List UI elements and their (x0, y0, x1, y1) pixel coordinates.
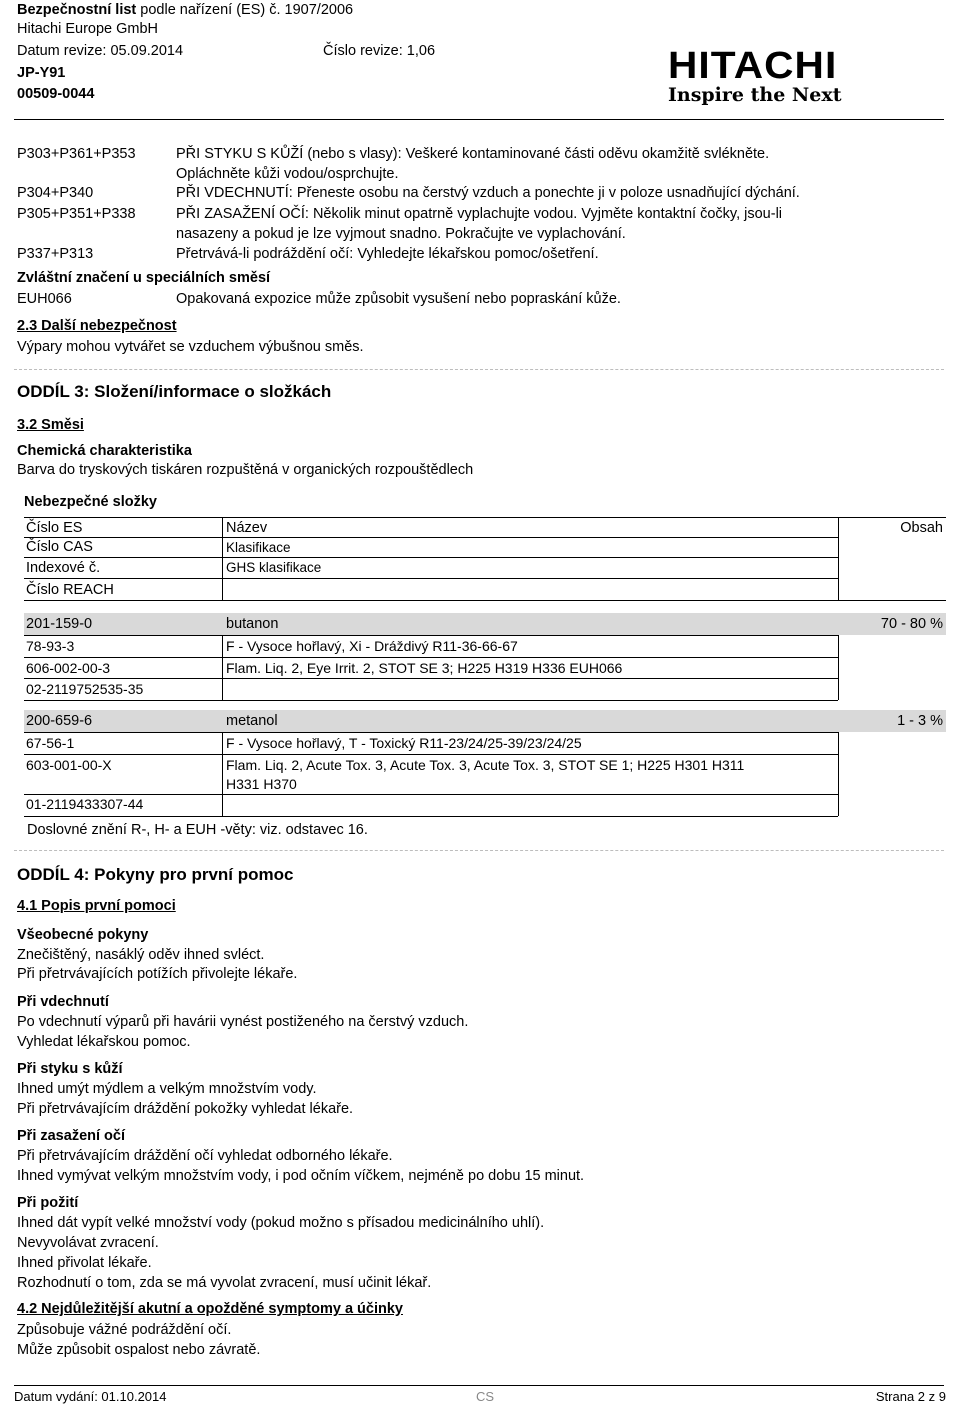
symptom-line: Může způsobit ospalost nebo závratě. (17, 1342, 261, 1358)
company-name: Hitachi Europe GmbH (17, 21, 159, 37)
p-code: P304+P340 (17, 185, 94, 201)
p-text: PŘI STYKU S KŮŽÍ (nebo s vlasy): Veškeré kontaminované části oděvu okamžitě svlékněte. (176, 146, 770, 162)
section4-sub2: 4.2 Nejdůležitější akutní a opožděné symptomy a účinky (17, 1301, 403, 1317)
component-class: F - Vysoce hořlavý, T - Toxický R11-23/24/25-39/23/24/25 (226, 735, 582, 751)
euh-code: EUH066 (17, 291, 72, 307)
special-label-heading: Zvláštní značení u speciálních směsí (17, 270, 271, 286)
grid-line (222, 732, 223, 816)
section3-sub: 3.2 Směsi (17, 417, 84, 433)
group-line: Ihned vymývat velkým množstvím vody, i pod očním víčkem, nejméně po dobu 15 minut. (17, 1168, 585, 1184)
component-content: 70 - 80 % (880, 616, 943, 632)
other-hazards-heading: 2.3 Další nebezpečnost (17, 318, 177, 334)
symptom-line: Způsobuje vážné podráždění očí. (17, 1322, 232, 1338)
component-index: 603-001-00-X (26, 757, 112, 773)
component-es: 200-659-6 (26, 713, 93, 729)
component-cas: 67-56-1 (26, 735, 75, 751)
header-divider (14, 119, 944, 120)
group-line: Při přetrvávajících potížích přivolejte lékaře. (17, 966, 298, 982)
p-text: Opláchněte kůži vodou/osprchujte. (176, 166, 399, 182)
group-title: Všeobecné pokyny (17, 927, 149, 943)
p-text: nasazeny a pokud je lze vyjmout snadno. Pokračujte ve vyplachování. (176, 226, 626, 242)
component-ghs-cont: H331 H370 (226, 776, 297, 792)
chem-heading: Chemická charakteristika (17, 443, 192, 459)
issue-date: Datum vydání: 01.10.2014 (14, 1389, 167, 1404)
hitachi-logo: HITACHI Inspire the Next (668, 45, 842, 106)
th-name: Název (226, 520, 268, 536)
group-title: Při vdechnutí (17, 994, 109, 1010)
group-line: Po vdechnutí výparů při havárii vynést postiženého na čerstvý vzduch. (17, 1014, 469, 1030)
th-class: Klasifikace (226, 540, 291, 555)
grid-line (222, 635, 223, 700)
th-cas: Číslo CAS (26, 539, 93, 555)
group-line: Při přetrvávajícím dráždění očí vyhledat odborného lékaře. (17, 1148, 393, 1164)
p-code: P337+P313 (17, 246, 94, 262)
th-ghs: GHS klasifikace (226, 560, 322, 575)
component-content: 1 - 3 % (897, 713, 943, 729)
revision-number: Číslo revize: 1,06 (323, 43, 436, 59)
section4-heading: ODDÍL 4: Pokyny pro první pomoc (17, 865, 294, 884)
p-code: P305+P351+P338 (17, 206, 136, 222)
group-line: Ihned umýt mýdlem a velkým množstvím vody. (17, 1081, 317, 1097)
grid-line (24, 600, 946, 601)
group-title: Při zasažení očí (17, 1128, 125, 1144)
table-top-rule (24, 517, 946, 518)
revision-date: Datum revize: 05.09.2014 (17, 43, 184, 59)
product-name: JP-Y91 (17, 65, 66, 81)
section3-heading: ODDÍL 3: Složení/informace o složkách (17, 382, 332, 401)
grid-line (24, 794, 838, 795)
phrases-note: Doslovné znění R-, H- a EUH -věty: viz. odstavec 16. (27, 822, 368, 838)
grid-line (838, 732, 839, 816)
p-text: PŘI VDECHNUTÍ: Přeneste osobu na čerstvý vzduch a ponechte ji v poloze usnadňující dýchání. (176, 185, 800, 201)
th-content: Obsah (900, 520, 943, 536)
other-hazards-text: Výpary mohou vytvářet se vzduchem výbušnou směs. (17, 339, 364, 355)
product-code: 00509-0044 (17, 86, 95, 102)
p-code: P303+P361+P353 (17, 146, 136, 162)
group-title: Při styku s kůží (17, 1061, 123, 1077)
group-line: Ihned přivolat lékaře. (17, 1255, 152, 1271)
language-code: CS (476, 1389, 495, 1404)
component-ghs: Flam. Liq. 2, Eye Irrit. 2, STOT SE 3; H225 H319 H336 EUH066 (226, 660, 623, 676)
p-text: Přetrvává-li podráždění očí: Vyhledejte lékařskou pomoc/ošetření. (176, 246, 599, 262)
component-name: butanon (226, 616, 279, 632)
th-reach: Číslo REACH (26, 582, 114, 598)
component-class: F - Vysoce hořlavý, Xi - Dráždivý R11-36-66-67 (226, 638, 518, 654)
section-divider (14, 369, 944, 370)
section4-sub: 4.1 Popis první pomoci (17, 898, 176, 914)
hazard-components-heading: Nebezpečné složky (24, 494, 157, 510)
grid-line (24, 678, 838, 679)
grid-line (838, 635, 839, 700)
component-reach: 01-2119433307-44 (26, 796, 144, 812)
group-line: Při přetrvávajícím dráždění pokožky vyhledat lékaře. (17, 1101, 354, 1117)
grid-line (222, 517, 223, 600)
grid-line (838, 517, 839, 600)
chem-text: Barva do tryskových tiskáren rozpuštěná v organických rozpouštědlech (17, 462, 474, 478)
th-es: Číslo ES (26, 520, 83, 536)
p-text: PŘI ZASAŽENÍ OČÍ: Několik minut opatrně vyplachujte vodou. Vyjměte kontaktní čočky, jsou-li (176, 206, 783, 222)
document-title: Bezpečnostní list podle nařízení (ES) č. 1907/2006 (17, 2, 354, 18)
component-index: 606-002-00-3 (26, 660, 111, 676)
component-es: 201-159-0 (26, 616, 93, 632)
grid-line (24, 816, 838, 817)
group-line: Rozhodnutí o tom, zda se má vyvolat zvracení, musí učinit lékař. (17, 1275, 432, 1291)
component-name: metanol (226, 713, 278, 729)
group-line: Znečištěný, nasáklý oděv ihned svléct. (17, 947, 265, 963)
group-line: Ihned dát vypít velké množství vody (pokud možno s přísadou medicinálního uhlí). (17, 1215, 545, 1231)
component-reach: 02-2119752535-35 (26, 681, 144, 697)
section-divider (14, 850, 944, 851)
th-index: Indexové č. (26, 560, 101, 576)
grid-line (24, 557, 838, 558)
component-row-2 (24, 710, 946, 732)
component-row-1 (24, 613, 946, 635)
component-cas: 78-93-3 (26, 638, 75, 654)
component-ghs: Flam. Liq. 2, Acute Tox. 3, Acute Tox. 3, Acute Tox. 3, STOT SE 1; H225 H301 H311 (226, 757, 745, 773)
group-title: Při požití (17, 1195, 79, 1211)
euh-text: Opakovaná expozice může způsobit vysušení nebo popraskání kůže. (176, 291, 621, 307)
grid-line (24, 700, 838, 701)
grid-line (24, 578, 838, 579)
page-number: Strana 2 z 9 (875, 1389, 946, 1404)
group-line: Nevyvolávat zvracení. (17, 1235, 159, 1251)
group-line: Vyhledat lékařskou pomoc. (17, 1034, 191, 1050)
grid-line (24, 537, 838, 538)
footer-divider (14, 1385, 944, 1386)
